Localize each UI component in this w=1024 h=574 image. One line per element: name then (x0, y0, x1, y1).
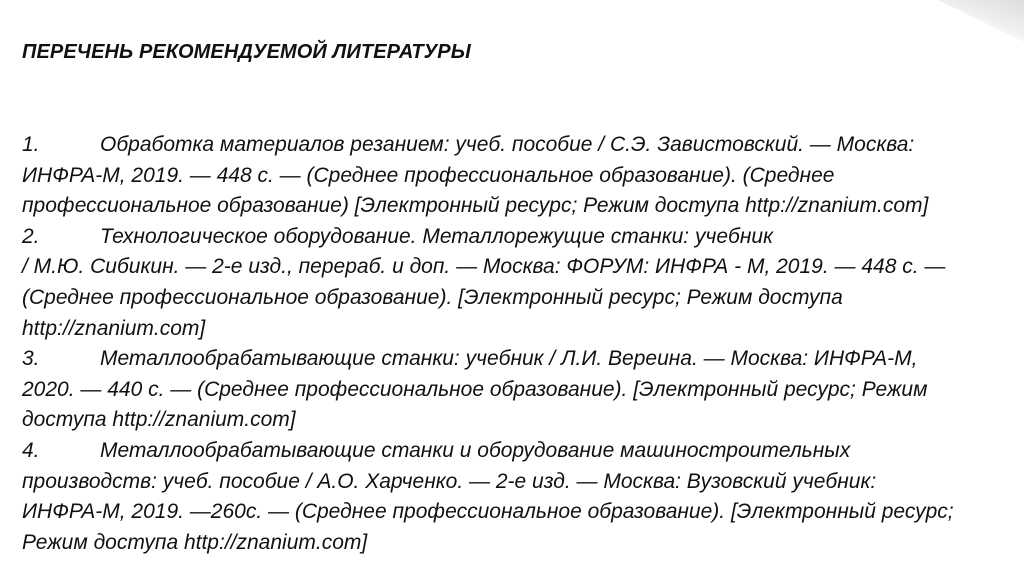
list-item-number: 2. (22, 224, 40, 248)
list-item-text: Металлообрабатывающие станки: учебник / Л.И. Вереина. — Москва: ИНФРА-М, (100, 347, 918, 371)
list-item-2-line-2: / М.Ю. Сибикин. — 2-е изд., перераб. и доп. — Москва: ФОРУМ: ИНФРА - М, 2019. — 448 с. — (22, 255, 946, 279)
list-item-4-line-3: ИНФРА-М, 2019. —260с. — (Среднее профессиональное образование). [Электронный ресурс; (22, 500, 954, 524)
list-item-1-line-3: профессиональное образование) [Электронный ресурс; Режим доступа http://znanium.com] (22, 194, 929, 218)
list-item-1-line-2: ИНФРА-М, 2019. — 448 с. — (Среднее профессиональное образование). (Среднее (22, 163, 835, 187)
page-title: ПЕРЕЧЕНЬ РЕКОМЕНДУЕМОЙ ЛИТЕРАТУРЫ (22, 41, 471, 63)
list-item-4-line-2: производств: учеб. пособие / А.О. Харченко. — 2-е изд. — Москва: Вузовский учебник: (22, 469, 877, 493)
list-item-text: Металлообрабатывающие станки и оборудование машиностроительных (100, 438, 851, 462)
reference-list (22, 130, 1002, 558)
list-item-2-line-4: http://znanium.com] (22, 316, 206, 340)
list-item-2-line-3: (Среднее профессиональное образование). [Электронный ресурс; Режим доступа (22, 285, 843, 309)
list-item-2-line-1 (22, 222, 1002, 253)
list-item-text: Обработка материалов резанием: учеб. пособие / С.Э. Завистовский. — Москва: (100, 133, 915, 156)
list-item-number: 1. (22, 133, 40, 156)
list-item-3-line-3: доступа http://znanium.com] (22, 408, 296, 432)
page-curl-decoration (938, 0, 1024, 42)
list-item-4-line-1 (22, 436, 1002, 467)
list-item-1-line-1 (22, 130, 1002, 161)
list-item-number: 3. (22, 347, 40, 371)
list-item-text: Технологическое оборудование. Металлорежущие станки: учебник (100, 224, 773, 248)
list-item-number: 4. (22, 438, 40, 462)
list-item-4-line-4: Режим доступа http://znanium.com] (22, 530, 368, 554)
list-item-3-line-2: 2020. — 440 с. — (Среднее профессиональное образование). [Электронный ресурс; Режим (22, 377, 928, 401)
list-item-3-line-1 (22, 344, 1002, 375)
